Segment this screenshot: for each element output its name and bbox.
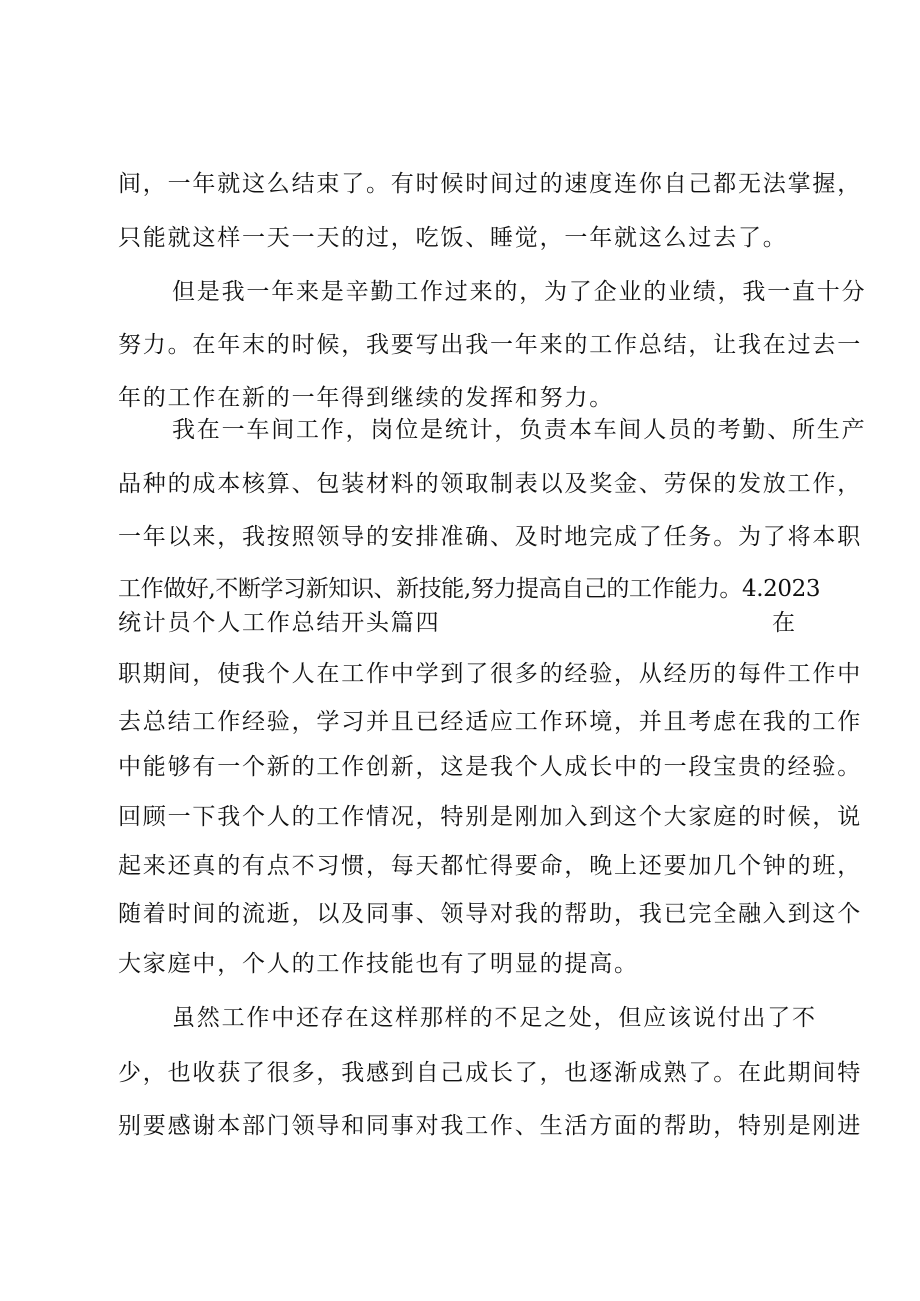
paragraph-first-line: 虽然工作中还存在这样那样的不足之处，但应该说付出了不 [172,1005,817,1031]
text-line: 间，一年就这么结束了。有时候时间过的速度连你自己都无法掌握， [118,171,862,197]
text-line: 在 [772,610,797,636]
text-line: 少，也收获了很多，我感到自己成长了，也逐渐成熟了。在此期间特 [118,1060,862,1086]
text-line: 去总结工作经验，学习并且已经适应工作环境，并且考虑在我的工作 [118,709,862,735]
text-line: 一年以来，我按照领导的安排准确、及时地完成了任务。为了将本职 [118,524,862,550]
paragraph-first-line: 但是我一年来是辛勤工作过来的，为了企业的业绩，我一直十分 [172,279,867,305]
text-line: 职期间，使我个人在工作中学到了很多的经验，从经历的每件工作中 [118,661,862,687]
text-line: 别要感谢本部门领导和同事对我工作、生活方面的帮助，特别是刚进 [118,1113,862,1139]
section-heading: 统计员个人工作总结开头篇四 [118,610,441,636]
text-line: 只能就这样一天一天的过，吃饭、睡觉，一年就这么过去了。 [118,225,788,251]
text-line: 品种的成本核算、包装材料的领取制表以及奖金、劳保的发放工作， [118,471,862,497]
text-line: 起来还真的有点不习惯，每天都忙得要命，晚上还要加几个钟的班， [118,853,862,879]
text-line: 年的工作在新的一年得到继续的发挥和努力。 [118,385,614,411]
text-line: 工作做好,不断学习新知识、新技能,努力提高自己的工作能力。4.2023 [118,576,821,602]
text-line: 中能够有一个新的工作创新，这是我个人成长中的一段宝贵的经验。 [118,754,862,780]
text-line: 大家庭中，个人的工作技能也有了明显的提高。 [118,951,639,977]
text-line: 回顾一下我个人的工作情况，特别是刚加入到这个大家庭的时候，说 [118,804,862,830]
text-line: 随着时间的流逝，以及同事、领导对我的帮助，我已完全融入到这个 [118,901,862,927]
text-line: 努力。在年末的时候，我要写出我一年来的工作总结，让我在过去一 [118,332,862,358]
paragraph-first-line: 我在一车间工作，岗位是统计，负责本车间人员的考勤、所生产 [172,417,867,443]
